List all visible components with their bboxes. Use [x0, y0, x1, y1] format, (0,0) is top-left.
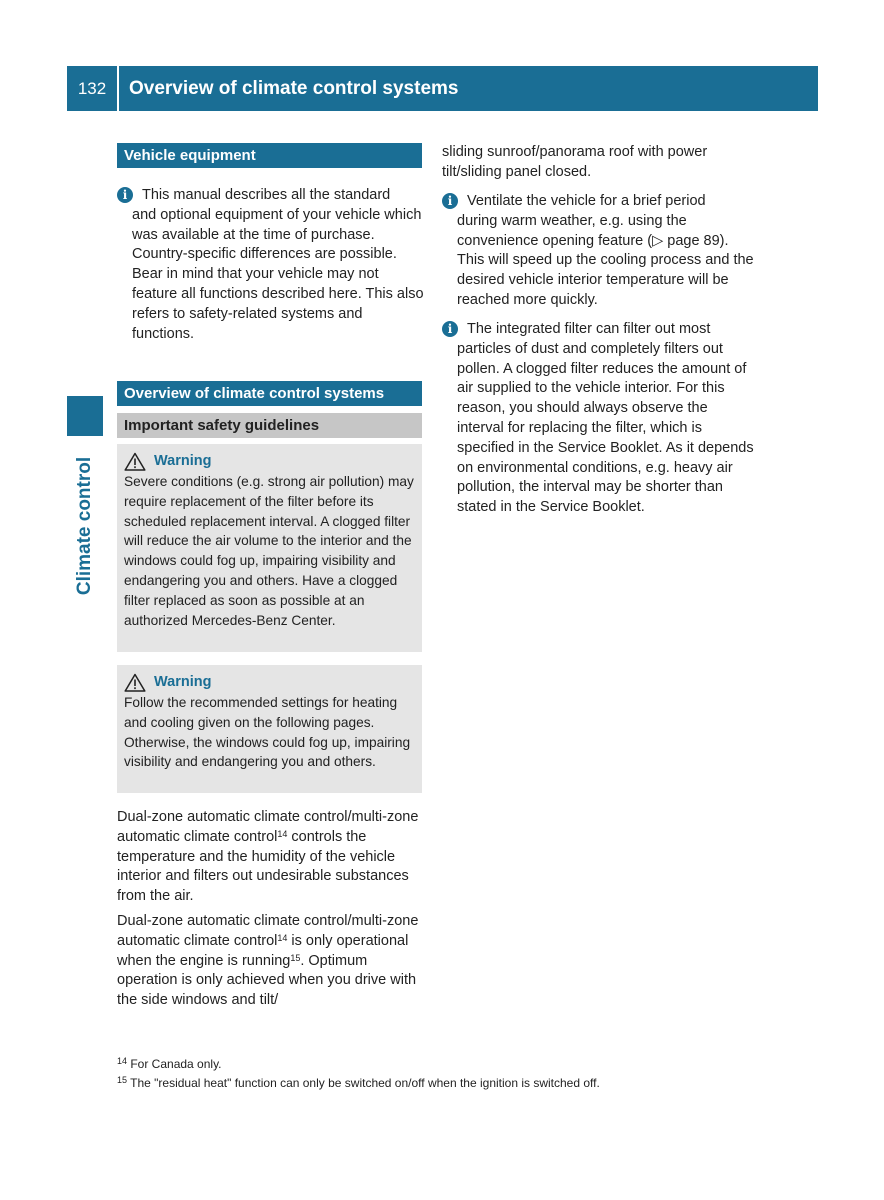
footnote-number: 14	[117, 1056, 128, 1066]
warning-text: Severe conditions (e.g. strong air pollution) may require replacement of the filter before its scheduled replacement interval. A clogged filter will reduce the air volume to the interior and the windows could fog up, impairing visibility and endangering you and others. Have a clogged filter replaced as soon as possible at an authorized Mercedes-Benz Center.	[124, 474, 414, 628]
body-text: controls the temperature and the humidity of the vehicle interior and filters out undesirable substances from the air.	[117, 828, 409, 905]
side-tab	[67, 444, 103, 608]
footnote-text: The "residual heat" function can only be switched on/off when the ignition is switched off.	[127, 1076, 600, 1090]
info-note-ventilate	[442, 192, 754, 311]
body-paragraph-continued: sliding sunroof/panorama roof with power tilt/sliding panel closed.	[442, 144, 708, 180]
info-note-text: particles of dust and completely filters out pollen. A clogged filter reduces the amount of air supplied to the vehicle interior. For this reason, you should always observe the interval for replacing the filter, which is specified in the Service Booklet. As it depends on environmental conditions, e.g. heavy air pollution, the interval may be shorter than stated in the Service Booklet.	[457, 340, 754, 516]
side-tab-marker	[67, 396, 103, 436]
page-header	[67, 66, 818, 111]
warning-triangle-icon	[124, 452, 146, 471]
footnote-14	[117, 1056, 222, 1072]
warning-text: Follow the recommended settings for heating and cooling given on the following pages. Otherwise, the windows could fog up, impairing visibility and endangering you and others.	[124, 695, 411, 770]
footnote-15	[117, 1075, 600, 1091]
header-divider	[117, 66, 119, 111]
footnote-text: For Canada only.	[127, 1057, 222, 1071]
body-text: Dual-zone automatic climate control/multi-zone automatic climate control	[117, 809, 419, 845]
equipment-note-text: and optional equipment of your vehicle which was available at the time of purchase. Country-specific differences are possible. Bear in mind that your vehicle may not feature all functions described here. This also refers to safety-related systems and functions.	[132, 206, 424, 342]
section-overview: Overview of climate control systems	[117, 381, 422, 406]
info-note-line1: Ventilate the vehicle for a brief period	[467, 193, 706, 209]
section-vehicle-equipment: Vehicle equipment	[117, 143, 422, 168]
body-text: is only operational when the engine is running	[117, 932, 409, 969]
side-tab-label: Climate control	[74, 456, 95, 596]
equipment-note	[117, 186, 427, 344]
equipment-note-line1: This manual describes all the standard	[142, 187, 391, 203]
footnote-ref: 14	[277, 932, 288, 943]
warning-title: Warning	[154, 453, 212, 469]
warning-triangle-icon	[124, 673, 146, 692]
body-paragraph-2	[117, 912, 427, 1011]
body-text: . Optimum operation is only achieved when you drive with the side windows and tilt/	[117, 952, 417, 1009]
info-note-line1: The integrated filter can filter out most	[467, 321, 711, 337]
footnote-number: 15	[117, 1075, 128, 1085]
footnote-ref: 15	[290, 952, 301, 963]
page-number: 132	[77, 79, 107, 98]
footnote-ref: 14	[277, 828, 288, 839]
warning-box-filter	[117, 444, 422, 652]
page-title: Overview of climate control systems	[129, 78, 459, 99]
body-text: Dual-zone automatic climate control/multi-zone automatic climate control	[117, 913, 419, 949]
warning-title: Warning	[154, 674, 212, 690]
section-safety-guidelines: Important safety guidelines	[117, 413, 422, 438]
info-note-text: during warm weather, e.g. using the convenience opening feature (▷ page 89). This will speed up the cooling process and the desired vehicle interior temperature will be reached more quickly.	[457, 212, 754, 308]
info-icon: i	[442, 193, 458, 209]
info-note-filter	[442, 320, 754, 518]
body-paragraph-1	[117, 808, 427, 907]
info-icon: i	[442, 321, 458, 337]
warning-box-settings	[117, 665, 422, 793]
info-icon: i	[117, 187, 133, 203]
